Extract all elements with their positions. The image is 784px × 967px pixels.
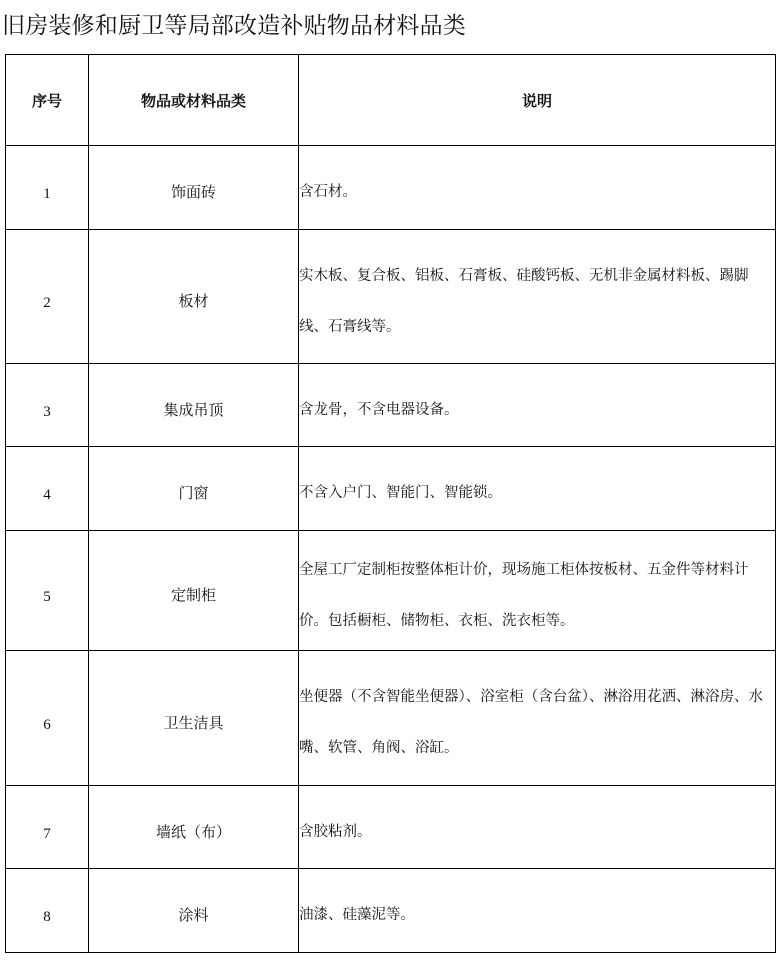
row-desc: 不含入户门、智能门、智能锁。 [299, 485, 502, 501]
table-row [6, 230, 776, 364]
table-row [6, 869, 776, 953]
row-item-cell [89, 146, 299, 230]
row-item-cell [89, 531, 299, 651]
table-row [6, 651, 776, 786]
row-item: 墙纸（布） [155, 822, 231, 841]
header-desc: 说明 [299, 55, 776, 146]
row-item-cell [89, 651, 299, 786]
table-row [6, 531, 776, 651]
row-desc: 实木板、复合板、铝板、石膏板、硅酸钙板、无机非金属材料板、踢脚线、石膏线等。 [299, 267, 749, 335]
row-item-cell [89, 230, 299, 364]
materials-table [5, 54, 776, 953]
row-item: 门窗 [178, 484, 209, 502]
row-desc-cell [299, 447, 776, 531]
row-desc: 含龙骨，不含电器设备。 [299, 401, 459, 418]
row-item: 涂料 [178, 906, 209, 924]
row-desc-cell [299, 786, 776, 869]
row-item: 集成吊顶 [163, 400, 224, 419]
row-item-cell [89, 869, 299, 953]
row-num: 5 [43, 589, 51, 605]
row-desc-cell [299, 146, 776, 230]
row-desc-cell [299, 531, 776, 651]
row-item-cell [89, 447, 299, 531]
row-num: 1 [43, 186, 51, 202]
row-desc: 全屋工厂定制柜按整体柜计价，现场施工柜体按板材、五金件等材料计价。包括橱柜、储物柜、衣柜、洗衣柜等。 [299, 561, 749, 629]
row-desc: 含胶粘剂。 [299, 823, 372, 840]
row-desc-cell [299, 651, 776, 786]
row-desc: 油漆、硅藻泥等。 [299, 907, 415, 923]
table-row [6, 786, 776, 869]
row-num-cell [6, 531, 89, 651]
table-row [6, 447, 776, 531]
row-num-cell [6, 364, 89, 447]
header-num: 序号 [6, 55, 89, 146]
table-row [6, 146, 776, 230]
row-num: 2 [43, 295, 51, 311]
row-item: 饰面砖 [170, 183, 216, 201]
header-item: 物品或材料品类 [89, 55, 299, 146]
document-title: 旧房装修和厨卫等局部改造补贴物品材料品类 [2, 13, 466, 39]
row-desc: 含石材。 [299, 184, 357, 200]
row-desc-cell [299, 869, 776, 953]
row-num-cell [6, 230, 89, 364]
row-item: 板材 [178, 292, 209, 310]
row-desc-cell [299, 230, 776, 364]
row-num: 6 [43, 716, 51, 733]
row-num-cell [6, 786, 89, 869]
row-num: 4 [43, 487, 51, 503]
row-item: 卫生洁具 [163, 713, 224, 732]
row-num: 3 [43, 403, 51, 420]
row-item-cell [89, 786, 299, 869]
row-num-cell [6, 447, 89, 531]
row-desc-cell [299, 364, 776, 447]
row-item: 定制柜 [170, 586, 216, 604]
row-num: 7 [43, 825, 51, 842]
row-num-cell [6, 146, 89, 230]
row-item-cell [89, 364, 299, 447]
row-num-cell [6, 869, 89, 953]
row-num-cell [6, 651, 89, 786]
row-desc: 坐便器（不含智能坐便器）、浴室柜（含台盆）、淋浴用花洒、淋浴房、水嘴、软管、角阀、浴缸。 [299, 689, 763, 756]
row-num: 8 [43, 909, 51, 925]
table-header-row [6, 55, 776, 146]
table-row [6, 364, 776, 447]
